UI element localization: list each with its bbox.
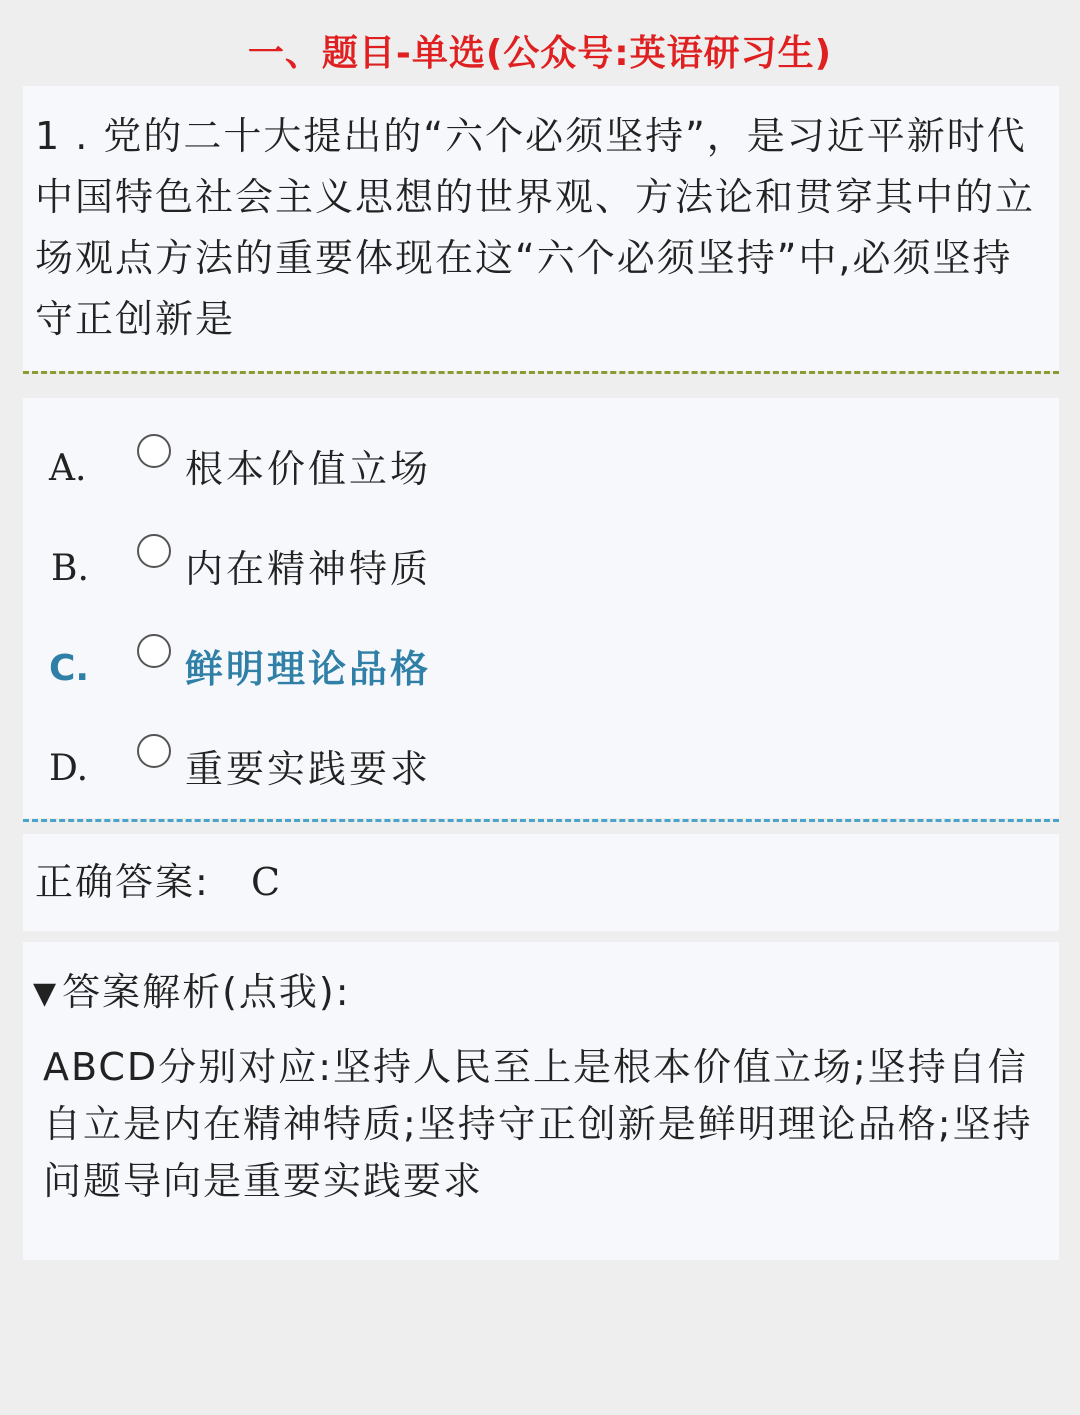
answer-card [23, 834, 1059, 931]
question-divider [23, 371, 1059, 374]
option-letter: C. [49, 648, 90, 689]
option-d[interactable] [23, 734, 1059, 804]
correct-answer-value: C [251, 860, 281, 904]
option-c[interactable] [23, 634, 1059, 704]
analysis-card [23, 942, 1059, 1260]
question-text: 1 . 党的二十大提出的“六个必须坚持”，是习近平新时代中国特色社会主义思想的世界观、方法论和贯穿其中的立场观点方法的重要体现在这“六个必须坚持”中,必须坚持守正创新是 [35, 114, 1036, 341]
analysis-text: ABCD分别对应:坚持人民至上是根本价值立场;坚持自信自立是内在精神特质;坚持守正创新是鲜明理论品格;坚持问题导向是重要实践要求 [43, 1045, 1033, 1203]
option-letter: D. [49, 748, 89, 789]
radio-button[interactable] [137, 634, 171, 668]
section-title: 一、题目-单选(公众号:英语研习生) [247, 33, 833, 74]
question-card [23, 86, 1059, 371]
option-b[interactable] [23, 534, 1059, 604]
option-label: 根本价值立场 [185, 447, 432, 491]
options-card [23, 398, 1059, 818]
radio-button[interactable] [137, 434, 171, 468]
analysis-toggle-label: 答案解析(点我): [62, 970, 351, 1014]
correct-answer-label: 正确答案: [35, 860, 210, 904]
options-divider [23, 819, 1059, 822]
option-letter: A. [49, 448, 87, 489]
option-label: 重要实践要求 [185, 747, 432, 791]
analysis-toggle[interactable] [33, 964, 351, 1022]
radio-button[interactable] [137, 534, 171, 568]
option-label: 鲜明理论品格 [185, 647, 432, 691]
triangle-down-icon: ▼ [33, 976, 59, 1011]
radio-button[interactable] [137, 734, 171, 768]
option-a[interactable] [23, 434, 1059, 504]
option-letter: B. [51, 548, 89, 589]
option-label: 内在精神特质 [185, 547, 432, 591]
